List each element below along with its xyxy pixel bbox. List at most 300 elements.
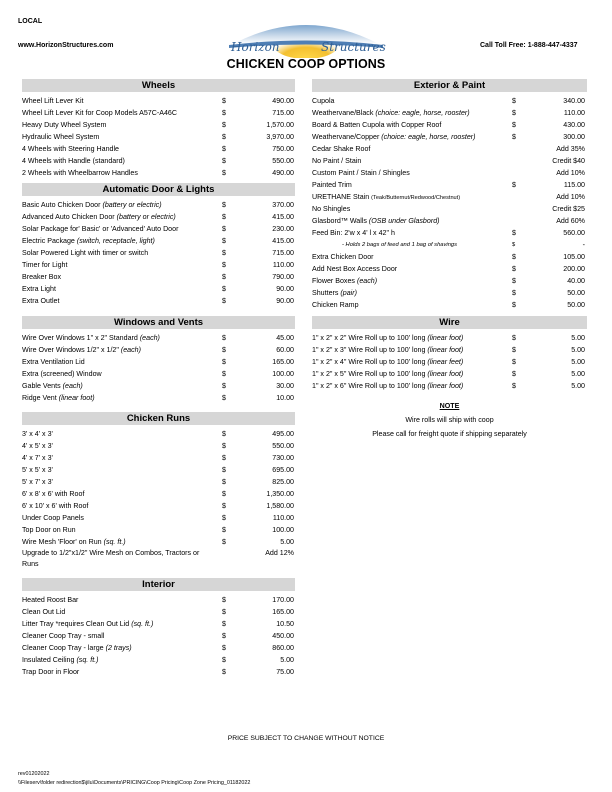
item-price: 790.00 xyxy=(272,273,294,281)
item-name xyxy=(22,594,78,606)
list-item xyxy=(22,476,295,488)
list-item xyxy=(22,630,295,642)
list-item xyxy=(22,259,295,271)
list-item xyxy=(22,642,295,654)
item-label: Heavy Duty Wheel System xyxy=(22,121,107,129)
item-name xyxy=(22,452,53,464)
list-item xyxy=(22,392,295,404)
item-price: - xyxy=(582,241,585,249)
list-item xyxy=(312,155,587,167)
list-item xyxy=(22,119,295,131)
item-price: 5.00 xyxy=(571,346,585,354)
item-label: Solar Powered Light with timer or switch xyxy=(22,249,149,257)
item-currency: $ xyxy=(222,538,226,546)
logo-text-right: Structures xyxy=(321,40,386,54)
item-price: 5.00 xyxy=(571,334,585,342)
list-item xyxy=(22,271,295,283)
list-item xyxy=(312,167,587,179)
item-qualifier: (linear foot) xyxy=(427,382,464,390)
item-name xyxy=(312,119,441,131)
item-currency: $ xyxy=(222,273,226,281)
item-name xyxy=(22,524,76,536)
list-item xyxy=(22,428,295,440)
item-name xyxy=(22,259,67,271)
item-price: 110.00 xyxy=(563,109,585,117)
item-currency: $ xyxy=(222,502,226,510)
item-qualifier: (2 trays) xyxy=(105,644,132,652)
item-label: Weathervane/Black xyxy=(312,109,374,117)
item-price: 5.00 xyxy=(280,538,294,546)
item-price: 115.00 xyxy=(563,181,585,189)
item-label: 4 Wheels with Handle (standard) xyxy=(22,157,125,165)
item-price: 5.00 xyxy=(571,382,585,390)
list-item xyxy=(312,287,587,299)
item-label: 4' x 5' x 3' xyxy=(22,442,53,450)
auto-door-section xyxy=(22,183,295,307)
item-currency: $ xyxy=(222,430,226,438)
item-currency: $ xyxy=(512,358,516,366)
windows-heading: Windows and Vents xyxy=(22,316,295,329)
item-currency: $ xyxy=(512,346,516,354)
note-line-1: Wire rolls will ship with coop xyxy=(405,416,494,424)
item-name xyxy=(22,488,84,500)
item-currency: $ xyxy=(222,596,226,604)
item-label: Wheel Lift Lever Kit xyxy=(22,97,84,105)
list-item xyxy=(312,191,587,203)
list-item xyxy=(22,500,295,512)
item-label: Flower Boxes xyxy=(312,277,355,285)
item-qualifier: (Teak/Butternut/Redwood/Chestnut) xyxy=(371,195,461,201)
item-price: 3,970.00 xyxy=(266,133,294,141)
item-name xyxy=(22,380,83,392)
item-price: 5.00 xyxy=(571,358,585,366)
item-price: 715.00 xyxy=(272,109,294,117)
item-price: 430.00 xyxy=(563,121,585,129)
item-label: - Holds 2 bags of feed and 1 bag of shavings xyxy=(342,242,458,248)
item-currency: $ xyxy=(222,346,226,354)
item-qualifier: (each) xyxy=(62,382,83,390)
item-label: 5' x 7' x 3' xyxy=(22,478,53,486)
item-price: 370.00 xyxy=(272,201,294,209)
item-price: Add 35% xyxy=(556,145,585,153)
item-name xyxy=(312,287,357,299)
item-name xyxy=(312,203,350,215)
list-item xyxy=(312,356,587,368)
item-label: Clean Out Lid xyxy=(22,608,66,616)
list-item xyxy=(312,344,587,356)
item-label: Timer for Light xyxy=(22,261,68,269)
item-label: No Shingles xyxy=(312,205,351,213)
list-item xyxy=(312,275,587,287)
item-name xyxy=(22,356,85,368)
list-item xyxy=(22,440,295,452)
item-label: 1" x 2" x 6" Wire Roll up to 100' long xyxy=(312,382,426,390)
logo-text-left: Horizon xyxy=(231,40,280,54)
item-qualifier: (linear foot) xyxy=(427,346,464,354)
list-item xyxy=(312,179,587,191)
list-item xyxy=(22,452,295,464)
item-qualifier: (battery or electric) xyxy=(116,213,176,221)
item-name xyxy=(22,512,84,524)
wheels-section xyxy=(22,79,295,179)
item-name xyxy=(312,380,463,392)
list-item xyxy=(22,167,295,179)
item-currency: $ xyxy=(222,358,226,366)
item-name xyxy=(22,199,162,211)
list-item xyxy=(312,215,587,227)
item-label: URETHANE Stain xyxy=(312,193,370,201)
item-price: Add 12% xyxy=(265,549,294,557)
item-qualifier: (each) xyxy=(120,346,141,354)
item-qualifier: (switch, receptacle, light) xyxy=(76,237,155,245)
revision-code: rev01202022 xyxy=(18,771,50,777)
item-label: Board & Batten Cupola with Copper Roof xyxy=(312,121,442,129)
list-item xyxy=(22,295,295,307)
item-name xyxy=(22,247,148,259)
exterior-section xyxy=(312,79,587,311)
item-price: 730.00 xyxy=(272,454,294,462)
list-item xyxy=(22,247,295,259)
item-label: 4' x 7' x 3' xyxy=(22,454,53,462)
item-name xyxy=(22,211,176,223)
item-price: 75.00 xyxy=(276,668,294,676)
item-currency: $ xyxy=(222,297,226,305)
item-qualifier: (sq. ft.) xyxy=(131,620,154,628)
item-currency: $ xyxy=(222,285,226,293)
item-label: 2 Wheels with Wheelbarrow Handles xyxy=(22,169,138,177)
item-label: Gable Vents xyxy=(22,382,61,390)
item-price: 100.00 xyxy=(272,370,294,378)
item-label: Custom Paint / Stain / Shingles xyxy=(312,169,410,177)
item-price: 5.00 xyxy=(280,656,294,664)
item-label: Extra Outlet xyxy=(22,297,60,305)
item-name xyxy=(22,606,65,618)
item-currency: $ xyxy=(222,334,226,342)
item-currency: $ xyxy=(512,242,516,248)
item-currency: $ xyxy=(512,109,516,117)
item-name xyxy=(22,131,99,143)
runs-heading: Chicken Runs xyxy=(22,412,295,425)
item-label: Wheel Lift Lever Kit for Coop Models A57C-A46C xyxy=(22,109,177,117)
item-label: Solar Package for' Basic' or 'Advanced' Auto Door xyxy=(22,225,179,233)
item-name xyxy=(22,223,178,235)
item-label: Cleaner Coop Tray - large xyxy=(22,644,104,652)
item-label: 3' x 4' x 3' xyxy=(22,430,53,438)
item-label: Extra Chicken Door xyxy=(312,253,374,261)
item-label: Extra (screened) Window xyxy=(22,370,102,378)
item-price: 110.00 xyxy=(272,261,294,269)
runs-section xyxy=(22,412,295,570)
item-currency: $ xyxy=(512,181,516,189)
item-name xyxy=(312,299,359,311)
item-currency: $ xyxy=(222,249,226,257)
item-name xyxy=(22,654,99,666)
item-label: Weathervane/Copper xyxy=(312,133,380,141)
item-label: Breaker Box xyxy=(22,273,62,281)
item-label: 6' x 10' x 6' with Roof xyxy=(22,502,89,510)
list-item xyxy=(312,95,587,107)
list-item xyxy=(312,263,587,275)
item-price: 450.00 xyxy=(272,632,294,640)
item-name xyxy=(312,155,361,167)
item-label: Feed Bin: 2'w x 4' l x 42" h xyxy=(312,229,395,237)
item-price: 750.00 xyxy=(272,145,294,153)
list-item xyxy=(22,344,295,356)
item-label: Wire Over Windows 1" x 2" Standard xyxy=(22,334,138,342)
item-currency: $ xyxy=(222,394,226,402)
item-label: Cupola xyxy=(312,97,335,105)
wire-heading: Wire xyxy=(312,316,587,329)
item-label: 1" x 2" x 2" Wire Roll up to 100' long xyxy=(312,334,426,342)
list-item xyxy=(312,119,587,131)
item-currency: $ xyxy=(512,265,516,273)
item-label: Trap Door in Floor xyxy=(22,668,80,676)
item-name xyxy=(312,167,410,179)
item-currency: $ xyxy=(512,133,516,141)
item-name xyxy=(312,179,352,191)
list-item xyxy=(22,524,295,536)
item-label: 1" x 2" x 5" Wire Roll up to 100' long xyxy=(312,370,426,378)
item-price: 340.00 xyxy=(563,97,585,105)
item-price: 170.00 xyxy=(272,596,294,604)
item-currency: $ xyxy=(222,145,226,153)
interior-heading: Interior xyxy=(22,578,295,591)
item-price: 695.00 xyxy=(272,466,294,474)
list-item xyxy=(22,464,295,476)
item-qualifier: (each) xyxy=(356,277,378,285)
item-price: 50.00 xyxy=(567,289,585,297)
item-label: Electric Package xyxy=(22,237,75,245)
item-price: 550.00 xyxy=(272,157,294,165)
list-item xyxy=(22,155,295,167)
list-item xyxy=(22,380,295,392)
file-path: \\Fileserv\folder redirection$\jilu\Documents\PRICING\Coop Pricing\Coop Zone Pricing_01182022 xyxy=(18,780,251,786)
item-price: 415.00 xyxy=(272,237,294,245)
item-name xyxy=(22,155,125,167)
item-qualifier: (linear feet) xyxy=(427,358,464,366)
item-price: 825.00 xyxy=(272,478,294,486)
item-label: Advanced Auto Chicken Door xyxy=(22,213,115,221)
item-currency: $ xyxy=(222,442,226,450)
item-name xyxy=(22,332,160,344)
toll-free-number: Call Toll Free: 1-888-447-4337 xyxy=(480,42,578,49)
item-price: 165.00 xyxy=(272,358,294,366)
wheels-heading: Wheels xyxy=(22,79,295,92)
note-line-2: Please call for freight quote if shipping separately xyxy=(372,430,527,438)
list-item xyxy=(22,95,295,107)
item-name xyxy=(22,666,79,678)
item-currency: $ xyxy=(512,382,516,390)
list-item xyxy=(22,223,295,235)
item-name xyxy=(312,131,476,143)
item-label: Under Coop Panels xyxy=(22,514,84,522)
item-price: 40.00 xyxy=(567,277,585,285)
item-price: 200.00 xyxy=(563,265,585,273)
item-name xyxy=(312,275,377,287)
item-price: 1,570.00 xyxy=(266,121,294,129)
item-currency: $ xyxy=(222,97,226,105)
page-title: CHICKEN COOP OPTIONS xyxy=(226,57,386,71)
item-qualifier: (linear foot) xyxy=(58,394,95,402)
wire-section xyxy=(312,316,587,392)
item-name xyxy=(22,464,53,476)
item-label: 5' x 5' x 3' xyxy=(22,466,53,474)
item-price: 90.00 xyxy=(276,297,294,305)
list-item xyxy=(22,618,295,630)
item-name xyxy=(22,295,59,307)
item-name xyxy=(22,440,53,452)
item-label: Glasbord™ Walls xyxy=(312,217,367,225)
item-label: Litter Tray *requires Clean Out Lid xyxy=(22,620,130,628)
item-name xyxy=(22,283,56,295)
exterior-heading: Exterior & Paint xyxy=(312,79,587,92)
item-currency: $ xyxy=(512,121,516,129)
item-name xyxy=(312,332,463,344)
item-name xyxy=(22,107,177,119)
item-label: Ridge Vent xyxy=(22,394,57,402)
item-price: 490.00 xyxy=(272,97,294,105)
item-price: 45.00 xyxy=(276,334,294,342)
item-label: Wire Over Windows 1/2" x 1/2" xyxy=(22,346,119,354)
item-name xyxy=(22,344,141,356)
list-item xyxy=(22,606,295,618)
item-name xyxy=(312,95,334,107)
item-name xyxy=(22,119,106,131)
item-name xyxy=(22,642,132,654)
price-disclaimer: PRICE SUBJECT TO CHANGE WITHOUT NOTICE xyxy=(227,735,385,742)
item-currency: $ xyxy=(512,229,516,237)
item-price: Add 10% xyxy=(556,193,585,201)
item-currency: $ xyxy=(222,656,226,664)
item-currency: $ xyxy=(222,201,226,209)
item-currency: $ xyxy=(512,301,516,309)
item-name xyxy=(312,344,463,356)
item-price: 10.50 xyxy=(276,620,294,628)
list-item xyxy=(22,131,295,143)
list-item xyxy=(312,203,587,215)
item-name xyxy=(22,500,88,512)
item-name xyxy=(22,618,153,630)
item-price: 1,350.00 xyxy=(266,490,294,498)
list-item xyxy=(22,512,295,524)
item-qualifier: (linear foot) xyxy=(427,334,464,342)
item-price: 230.00 xyxy=(272,225,294,233)
list-item xyxy=(22,143,295,155)
item-name xyxy=(312,251,374,263)
list-item xyxy=(22,666,295,678)
item-price: 165.00 xyxy=(272,608,294,616)
item-label: Extra Ventilation Lid xyxy=(22,358,85,366)
item-name xyxy=(312,263,397,275)
list-item xyxy=(312,368,587,380)
list-item xyxy=(312,239,587,251)
item-price: 5.00 xyxy=(571,370,585,378)
note-heading: NOTE xyxy=(439,402,460,410)
item-name xyxy=(22,167,138,179)
item-name xyxy=(22,143,119,155)
item-name xyxy=(22,271,61,283)
item-currency: $ xyxy=(222,133,226,141)
list-item xyxy=(312,380,587,392)
list-item xyxy=(22,283,295,295)
list-item xyxy=(312,251,587,263)
item-price: 30.00 xyxy=(276,382,294,390)
item-label: Painted Trim xyxy=(312,181,352,189)
auto-door-heading: Automatic Door & Lights xyxy=(22,183,295,196)
item-currency: $ xyxy=(512,253,516,261)
item-currency: $ xyxy=(512,289,516,297)
item-name xyxy=(22,235,155,247)
item-name xyxy=(22,428,53,440)
item-currency: $ xyxy=(222,478,226,486)
item-currency: $ xyxy=(222,109,226,117)
list-item xyxy=(312,143,587,155)
item-currency: $ xyxy=(222,466,226,474)
item-name xyxy=(22,536,126,548)
list-item xyxy=(22,594,295,606)
item-currency: $ xyxy=(222,121,226,129)
item-qualifier: (pair) xyxy=(340,289,357,297)
item-name: Upgrade to 1/2"x1/2" Wire Mesh on Combos, Tractors or Runs xyxy=(22,549,200,568)
item-label: Top Door on Run xyxy=(22,526,76,534)
item-label: Insulated Ceiling xyxy=(22,656,75,664)
item-currency: $ xyxy=(222,213,226,221)
item-label: Add Nest Box Access Door xyxy=(312,265,398,273)
list-item xyxy=(312,131,587,143)
list-item xyxy=(22,199,295,211)
item-label: Basic Auto Chicken Door xyxy=(22,201,101,209)
list-item xyxy=(22,356,295,368)
item-price: 300.00 xyxy=(563,133,585,141)
list-item xyxy=(312,332,587,344)
item-qualifier: (OSB under Glasbord) xyxy=(368,217,440,225)
item-name xyxy=(342,239,457,251)
item-price: Add 60% xyxy=(556,217,585,225)
item-currency: $ xyxy=(222,261,226,269)
item-currency: $ xyxy=(222,644,226,652)
item-label: Hydraulic Wheel System xyxy=(22,133,100,141)
item-label: 1" x 2" x 3" Wire Roll up to 100' long xyxy=(312,346,426,354)
website-link[interactable]: www.HorizonStructures.com xyxy=(18,42,114,49)
item-qualifier: (sq. ft.) xyxy=(76,656,99,664)
item-price: 100.00 xyxy=(272,526,294,534)
item-price: 550.00 xyxy=(272,442,294,450)
item-label: No Paint / Stain xyxy=(312,157,362,165)
local-label: LOCAL xyxy=(18,18,43,25)
item-qualifier: (sq. ft.) xyxy=(103,538,126,546)
item-name xyxy=(312,368,463,380)
windows-section xyxy=(22,316,295,404)
interior-section xyxy=(22,578,295,678)
item-currency: $ xyxy=(222,157,226,165)
company-logo xyxy=(229,14,386,58)
item-label: Chicken Ramp xyxy=(312,301,359,309)
list-item xyxy=(22,368,295,380)
item-currency: $ xyxy=(222,225,226,233)
list-item xyxy=(22,536,295,548)
item-name xyxy=(22,630,104,642)
item-price: 490.00 xyxy=(272,169,294,177)
item-currency: $ xyxy=(222,370,226,378)
item-currency: $ xyxy=(222,632,226,640)
item-currency: $ xyxy=(512,97,516,105)
item-currency: $ xyxy=(222,382,226,390)
list-item xyxy=(312,299,587,311)
list-item xyxy=(22,488,295,500)
item-currency: $ xyxy=(222,454,226,462)
item-label: Extra Light xyxy=(22,285,56,293)
item-price: Credit $25 xyxy=(552,205,585,213)
